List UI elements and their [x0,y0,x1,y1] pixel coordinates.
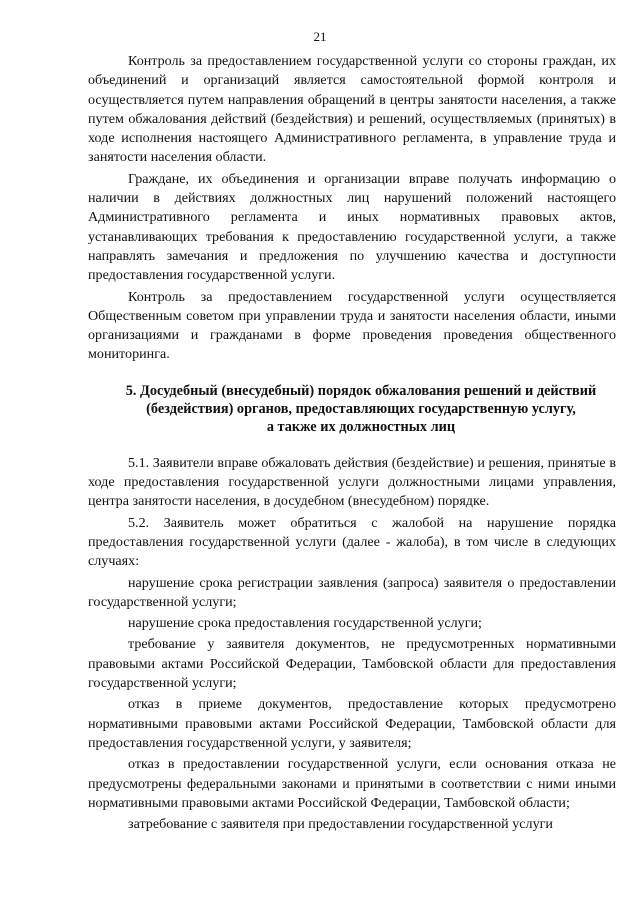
list-item: требование у заявителя документов, не предусмотренных нормативными правовыми актами Российской Федерации, Тамбовской области для предоставления государственной услуги; [88,636,616,692]
list-item: нарушение срока регистрации заявления (запроса) заявителя о предоставлении государственной услуги; [88,574,616,610]
section-heading-line: а также их должностных лиц [266,418,456,435]
paragraph: Контроль за предоставлением государственной услуги осуществляется Общественным советом при управлении труда и занятости населения области, иными организациями и гражданами в форме проведения проведения общественного мониторинга. [88,288,616,363]
paragraph: Контроль за предоставлением государственной услуги со стороны граждан, их объединений и организаций является самостоятельной формой контроля и осуществляется путем направления обращений в центры занятости населения, а также путем обжалования действий (бездействия) и решений, осуществляемых (принятых) в ходе исполнения настоящего Административного регламента, в управление труда и занятости населения области. [88,53,616,166]
paragraph: Граждане, их объединения и организации вправе получать информацию о наличии в действиях должностных лиц нарушений положений настоящего Административного регламента и иных нормативных правовых актов, устанавливающих требования к предоставлению государственной услуги, а также направлять замечания и предложения по улучшению качества и доступности предоставления государственной услуги. [88,170,616,284]
page-number: 21 [313,29,327,44]
document-body [88,52,616,836]
list-item: отказ в предоставлении государственной услуги, если основания отказа не предусмотрены федеральными законами и принятыми в соответствии с ними иными нормативными правовыми актами Российской Федерации, Тамбовской области; [88,756,616,811]
paragraph: 5.2. Заявитель может обратиться с жалобой на нарушение порядка предоставления государственной услуги (далее - жалоба), в том числе в следующих случаях: [88,514,616,570]
list-item: нарушение срока предоставления государственной услуги; [128,615,482,632]
paragraph: 5.1. Заявители вправе обжаловать действия (бездействие) и решения, принятые в ходе предоставления государственной услуги должностными лицами управления, центра занятости населения, в досудебном (внесудебном) порядке. [88,454,616,510]
section-heading-line: (бездействия) органов, предоставляющих государственную услугу, [146,400,576,417]
list-item: отказ в приеме документов, предоставление которых предусмотрено нормативными правовыми актами Российской Федерации, Тамбовской области для предоставления государственной услуги, у заявителя; [88,696,616,751]
section-heading-line: 5. Досудебный (внесудебный) порядок обжалования решений и действий [125,382,597,399]
section-heading [106,382,616,436]
list-item: затребование с заявителя при предоставлении государственной услуги [128,816,553,833]
